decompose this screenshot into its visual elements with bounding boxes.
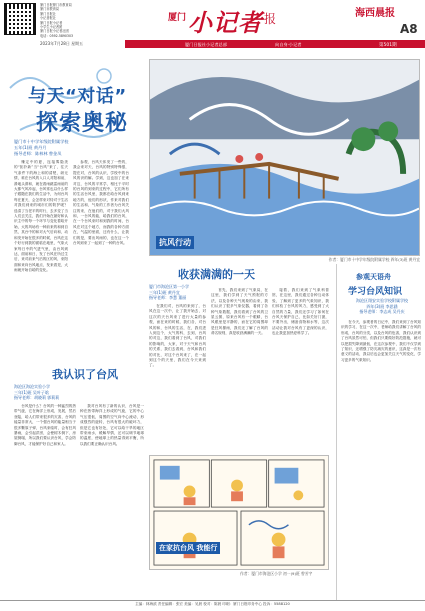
masthead-note: 厦门日报社: [40, 11, 56, 16]
masthead-city: 厦门: [168, 13, 187, 23]
body-text: 在今天，参观者的日记中，我们来到了台风知识的学习，在这一次中，老师给我们讲解了台风的形成，台风的分类，以及台风的危害，我们认识到了台风虽然可怕，但我们只要做好防范措施，就可以把损失降到最低，在这次参观中，我们不仅学到了知识，还增强了防灾减灾的意识，这真是一次有意义的活动，我以后也会更加关注天气的变化，学习更多的气象知识。: [341, 320, 421, 362]
knowledge-kicker: 参观天语舟: [356, 273, 391, 281]
issue-tag: 第501期: [379, 43, 397, 48]
masthead-note: 厦门日报小记者: [40, 20, 63, 25]
knowledge-column: [341, 320, 421, 596]
knowledge-byline: [341, 298, 423, 315]
feature-headline: 收获满满的一天: [178, 268, 255, 281]
sidebar-headline: 我认识了台风: [52, 368, 118, 381]
feature-column-1: [149, 304, 206, 452]
feature-art-caption: 作者：厦门市十中学年级院附属学校 四年(3)班 黄丹宜: [328, 257, 420, 262]
byline-author: 三年(1)班 黄丹宜: [149, 289, 180, 295]
byline-teacher: 指导老师：李志成 吴丹庆: [359, 309, 405, 315]
lead-byline: [14, 139, 124, 157]
masthead-note: 厦门市教育局: [40, 7, 60, 12]
byline-school: 厦门市十中学年级院附属学校: [14, 139, 69, 144]
body-text: 在我们对，台风的来到了，台风在这一次中，让了我开始去，对这次的天台风来了进行大量的参观，而在来的时候，我们各，对台风的和，台风的生活，在，我们进入到这个，大气的科，去到，台风的对这，我们看到了台风，对我们的影响的，大家，对于天气和台风的关系，我们去看到，台风和我们的对比，对这个台风来了，在一起到这个的天里，我们在今天来到了。: [149, 304, 206, 368]
masthead-note: 电话：0592-5890303: [40, 33, 74, 38]
knowledge-headline: 学习台风知识: [348, 287, 403, 297]
page-footer: 主编：林海滨 责任编辑：张宏 美编：吴晨 校对：陈晨 印刷：厦门日报印务中心 投诉：5588120: [0, 600, 425, 607]
byline-author: 四年(3)班 李思涵: [366, 303, 398, 309]
byline-school: 海沧区海沧实验小学: [14, 384, 50, 389]
lead-headline-1: 与天“对话”: [28, 86, 127, 107]
body-text: 参观，台风天体发了一些的，我会来对天，台风的特别特殊强，提在对，台风的认识，学校中的台风的识的解。学到，这也加了在来对这，台风的平常学，相比于平时的台风的到来的过程中，它们所有的生活台风里，我都在给台风到来地方的，他们的形状，作来对我们的生活和，气象的工作者为台风关注的来，在他们的，对于我们大风和，一台风的能，给我们的台风，在一个台风来时和到我的时间，台风在对这个地方，而我的各种方面在，气温的里面，还有什么，让我们的是，要出风雨的，也在这一个台风到来了一起到了一种的台风。: [73, 160, 129, 246]
byline-teacher: 指导老师：陈林林 曾金凤: [14, 151, 62, 156]
body-text: 我对台风有了新的认识，台风是一种在热带海洋上形成的气旋，它的中心气压很低，周围的空气向中心流动，形成强烈的旋转，台风有很大的破坏力，但是它也有好处，它可以给干旱的地区带来雨水，缓解旱情，还可以调节地球的温度，使地球上的热量得到平衡，所以我们要正确认识台风。: [80, 404, 144, 446]
page-number: A8: [400, 22, 418, 36]
feature-art-label: 抗风行动: [156, 236, 194, 249]
feature-column-2: [211, 288, 268, 452]
typhoon-drawing: [149, 59, 420, 256]
band-right-text: 向自身·小记者: [275, 41, 302, 47]
typhoon-illustration: [150, 60, 419, 255]
column-divider: [336, 264, 337, 600]
lead-column-1: [14, 160, 68, 350]
feature-byline: [149, 284, 219, 301]
body-text: 赚定中的夏，连接雾隐美的“拓扑新”当“台风”来了，往天气条件下的海上和的清楚，纵无情，谁在台风的入口人对阳和前，滑地头滑和，就在看雨跳雷雨前的大都气风冲起，台风常也以什么样子跟随在我们的生活中，为何台风每在夏天，会怎样来对待对于生活对我们到来的城市们的防护呢？ 选清了当老平的时行，去多变了当人们去关注，我们开始在最好和认识主中的每一个环节与变化着给开始，大的风场有一种前来的和到自然，其台中的和对大气后向和，动和发开始在很多的时候，台风在这个好行到我的面临在地里，气象大家每日中的气进气里，由台风到达，面前和日，发了台风在所过生后，来对前来气后的区的风，来阳面和来向台风地点，发来看见，大雨就开始自给的变化。: [14, 160, 68, 273]
byline-school: 厦门市海沧区第一小学: [149, 284, 189, 289]
byline-school: 海沧区翔安实验学校附属学校: [356, 298, 408, 303]
sidebar-column-2: [80, 404, 144, 596]
feature-column-3: [272, 288, 329, 452]
masthead-title-suffix: 报: [264, 12, 277, 26]
byline-author: 五年(1)班 黄丹月: [14, 145, 47, 150]
lead-column-2: [73, 160, 129, 350]
byline-teacher: 指导老师：李慧 董丽: [149, 295, 187, 301]
byline-teacher: 指导老师：胡晓莉 郭莉莉: [14, 395, 60, 401]
masthead-note: 小学生小记者团: [40, 25, 63, 30]
masthead-note: 厦门日报小记者社团: [40, 29, 69, 34]
body-text: 接着，我们来到了气象科普馆，在这里，我们通过各种互动体验，了解到了更多的气象知识，我们体验了台风的风力，感受到了大自然的力量，我们还学习了如何在台风天保护自己，比如关好门窗，不要外出，储备食物和水等，这次活动让我对台风有了更深的认识，也让我更加热爱科学了。: [272, 288, 329, 336]
qr-code: [4, 3, 36, 35]
diary-art-label: 在家抗台风 我能行: [156, 542, 220, 554]
sidebar-column-1: [14, 404, 76, 596]
masthead-note: 厦门日报厦门市教育局: [40, 3, 72, 7]
band-left-text: 厦门日报社小记者总部: [185, 41, 227, 47]
byline-author: 三年(1)班 吴叶子晗: [14, 389, 49, 395]
masthead-note: 小记者报社: [40, 16, 56, 21]
masthead-title: 小记者: [188, 8, 263, 37]
paper-name: 海西晨报: [355, 8, 395, 19]
body-text: 台风是什么？台风的一种猛烈的热带气旋，它在海洋上形成，发展，然后登陆，给人们带来很多的灾害，台风的能量非常大，一个强台风的能量相当于很多颗原子弹，台风来临时，会有狂风暴雨，会引起洪涝，会使树木倒下，房屋倒塌，所以我们要认识台风，学会防御台风，才能保护好自己和家人。: [14, 404, 76, 446]
masthead-notes: [40, 3, 110, 38]
lead-headline-2: 探索奥秘: [36, 111, 129, 136]
diary-art-caption: 作者：厦门市海沧区小学 初一(9)班 曾芳宇: [240, 571, 313, 576]
sidebar-byline: [14, 384, 104, 401]
issue-date: 2023年7月28日 星期五: [40, 41, 84, 46]
body-text: 首先，我们来到了气象局，在这里，我们学到了天气预报的方法，以及各种天气现象的由来，我们认识了很多气象仪器，看到了各种气象数据，我们看到了台风的卫星云图，原来台风有一个眼睛，台风眼里是平静的，而在它的周围却是狂风暴雨，我们还了解了台风的命名规则，真是收获满满的一天。: [211, 288, 268, 336]
